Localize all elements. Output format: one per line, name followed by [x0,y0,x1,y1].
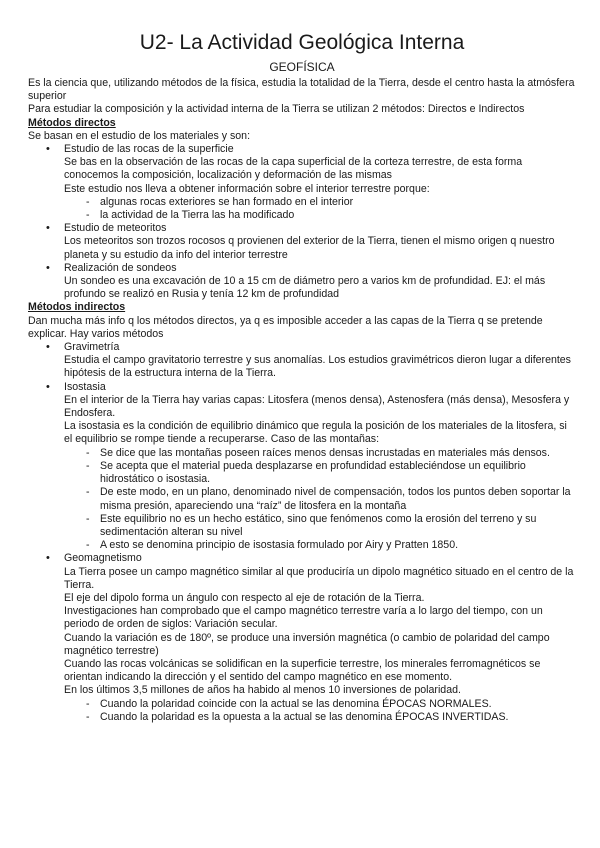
dash-item: - Cuando la polaridad es la opuesta a la actual se las denomina ÉPOCAS INVERTIDAS. [64,711,576,724]
page-subtitle: GEOFÍSICA [269,60,335,74]
item-paragraph: En el interior de la Tierra hay varias capas: Litosfera (menos densa), Astenosfera (más densa), Mesosfera y Endosfera. [64,393,570,420]
dash-list [64,196,576,222]
item-title: • Isostasia [64,380,106,393]
indirect-methods-list [28,341,576,724]
dash-list [64,698,576,724]
item-paragraph: Estudia el campo gravitatorio terrestre y sus anomalías. Los estudios gravimétricos dieron lugar a diferentes hipótesis de la estructura interna de la Tierra. [64,354,571,380]
list-item-gravimetria [28,341,576,381]
dash-item: - A esto se denomina principio de isostasia formulado por Airy y Pratten 1850. [64,539,576,552]
dash-list [64,447,576,553]
dash-item: - Se acepta que el material pueda desplazarse en profundidad estableciéndose un equilibrio hidrostático o isostasia. [64,460,576,486]
item-paragraph: En los últimos 3,5 millones de años ha habido al menos 10 inversiones de polaridad. [64,684,461,697]
dash-item: - la actividad de la Tierra las ha modificado [64,209,576,222]
dash-item: - Este equilibrio no es un hecho estático, sino que fenómenos como la erosión del terreno y su sedimentación alteran su nivel [64,513,576,539]
indirect-methods-intro: Dan mucha más info q los métodos directos, ya q es imposible acceder a las capas de la Tierra q se pretende explicar. Hay varios métodos [28,314,543,340]
list-item-isostasia [28,381,576,553]
intro-paragraph: Para estudiar la composición y la actividad interna de la Tierra se utilizan 2 métodos: Directos e Indirectos [28,103,525,116]
item-paragraph: La isostasia es la condición de equilibrio dinámico que regula la posición de los materiales de la litosfera, si el equilibrio se rompe tiende a recuperarse. Caso de las montañas: [64,420,567,446]
item-paragraph: Este estudio nos lleva a obtener información sobre el interior terrestre porque: [64,182,430,195]
direct-methods-intro: Se basan en el estudio de los materiales y son: [28,129,251,142]
indirect-methods-section [28,301,576,724]
item-title: • Estudio de las rocas de la superficie [64,143,234,156]
dash-item: - algunas rocas exteriores se han formado en el interior [64,196,576,209]
dash-item: - De este modo, en un plano, denominado nivel de compensación, todos los puntos deben soportar la misma presión, apareciendo una “raíz” de litosfera en la montaña [64,486,576,512]
item-paragraph: Se bas en la observación de las rocas de la capa superficial de la corteza terrestre, de esta forma conocemos la composición, localización y deformación de las mismas [64,156,523,182]
direct-methods-section [28,117,576,302]
item-paragraph: El eje del dipolo forma un ángulo con respecto al eje de rotación de la Tierra. [64,591,425,604]
item-paragraph: Los meteoritos son trozos rocosos q provienen del exterior de la Tierra, tienen el mismo origen q nuestro planeta y su estudio da info del interior terrestre [64,235,555,261]
item-paragraph: La Tierra posee un campo magnético similar al que produciría un dipolo magnético situado en el centro de la Tierra. [64,565,574,591]
intro-paragraph: Es la ciencia que, utilizando métodos de la física, estudia la totalidad de la Tierra, desde el centro hasta la atmósfera superior [28,77,575,103]
dash-item: - Se dice que las montañas poseen raíces menos densas incrustadas en materiales más densos. [64,447,576,460]
item-title: • Gravimetría [64,341,120,354]
list-item-sondeos [28,262,576,302]
list-item-meteoritos [28,222,576,262]
direct-methods-list [28,143,576,301]
dash-item: - Cuando la polaridad coincide con la actual se las denomina ÉPOCAS NORMALES. [64,698,576,711]
direct-methods-heading: Métodos directos [28,116,116,129]
list-item-rocas [28,143,576,222]
item-paragraph: Cuando la variación es de 180º, se produce una inversión magnética (o cambio de polaridad del campo magnético terrestre) [64,631,550,657]
item-title: • Realización de sondeos [64,261,177,274]
item-title: • Estudio de meteoritos [64,222,167,235]
item-title: • Geomagnetismo [64,552,142,565]
item-paragraph: Un sondeo es una excavación de 10 a 15 cm de diámetro pero a varios km de profundidad. EJ: el más profundo se realizó en Rusia y tenía 12 km de profundidad [64,275,546,301]
indirect-methods-heading: Métodos indirectos [28,301,126,314]
page-title: U2- La Actividad Geológica Interna [139,31,465,54]
item-paragraph: Investigaciones han comprobado que el campo magnético terrestre varía a lo largo del tiempo, con un periodo de orden de siglos: Variación secular. [64,605,543,631]
list-item-geomagnetismo [28,552,576,724]
item-paragraph: Cuando las rocas volcánicas se solidifican en la superficie terrestre, los minerales ferromagnéticos se orientan indicando la dirección y el sentido del campo magnético en ese momento. [64,657,541,684]
